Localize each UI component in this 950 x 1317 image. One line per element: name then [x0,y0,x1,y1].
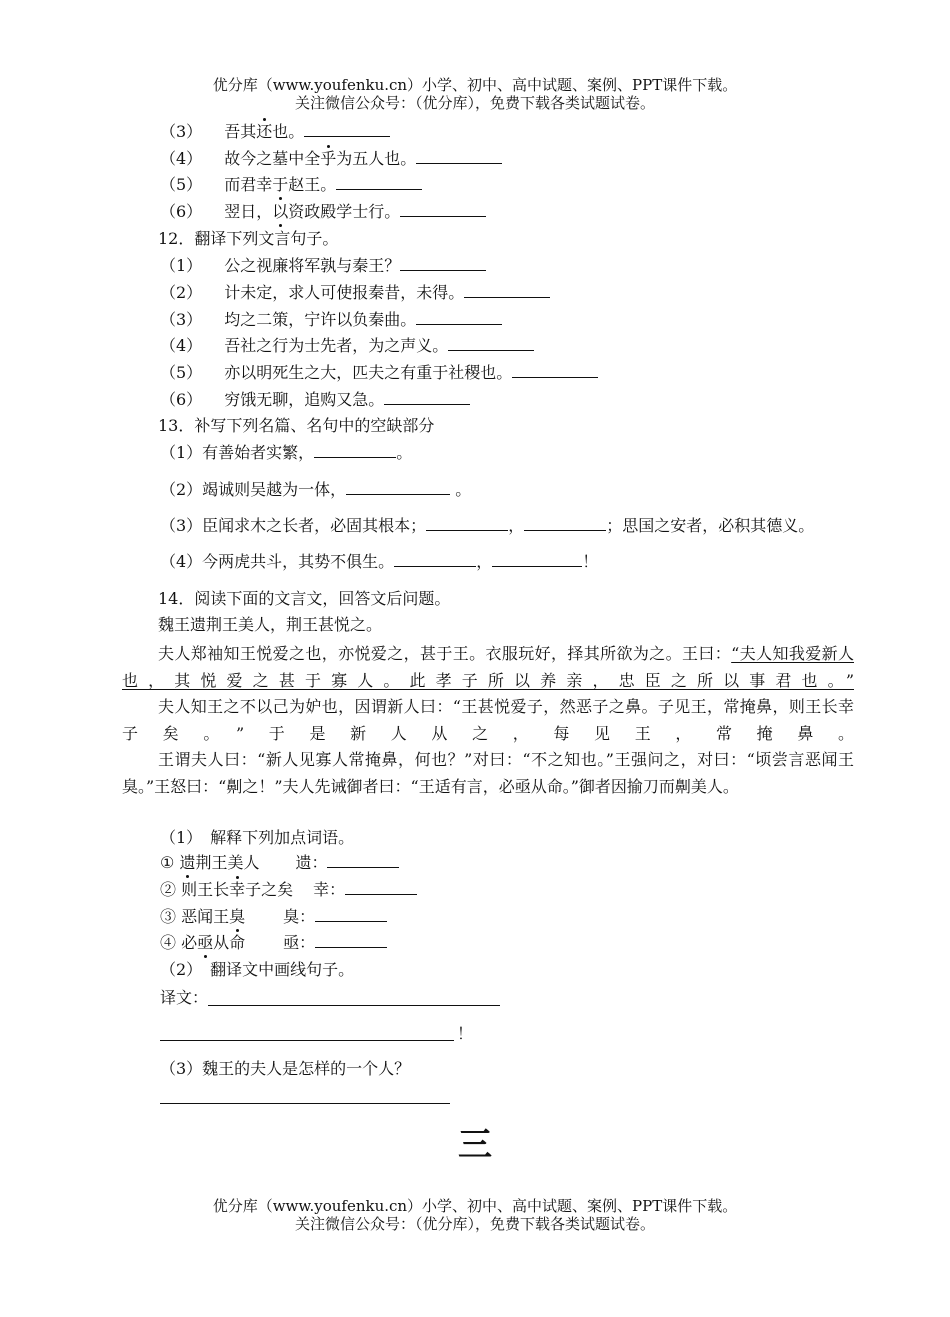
dotted-char: 幸 [229,880,246,899]
word-item-4: ④ 必亟从命 亟： [160,932,387,954]
answer-blank[interactable] [492,551,582,567]
dotted-char: 以 [272,202,289,221]
underlined-sentence: “夫人知我爱新人也，其悦爱之甚于寡人。此孝子所以养亲，忠臣之所以事君也。” [122,644,854,690]
q14-sub-3: （3）魏王的夫人是怎样的一个人？ [160,1059,411,1078]
word-item-1: ① 遗荆王美人 遗： [160,852,399,874]
passage-para-4: 王谓夫人曰：“新人见寡人常掩鼻，何也？”对曰：“不之知也。”王强问之，对曰：“顷尝言恶闻王臭。”王怒曰：“劓之！”夫人先诫御者曰：“王适有言，必亟从命。”御者因揄刀而劓美人。 [122,750,854,796]
answer-blank[interactable] [314,442,396,458]
q14-sub-1: （1） 解释下列加点词语。 [160,828,355,847]
q13-title: 13．补写下列名篇、名句中的空缺部分 [158,416,435,435]
q13-line-2: （2）竭诚则吴越为一体， 。 [160,480,472,499]
q11-item-6: （6） 翌日，以资政殿学士行。 [160,201,486,223]
footer-line-2: 关注微信公众号：（优分库），免费下载各类试题试卷。 [294,1215,655,1233]
answer-blank[interactable] [315,932,387,948]
answer-blank[interactable] [304,121,390,137]
passage-para-1: 魏王遗荆王美人，荆王甚悦之。 [158,615,383,634]
q12-item-6: （6） 穷饿无聊，追购又急。 [160,389,470,411]
translation-label: 译文： [160,988,209,1007]
q11-item-4: （4） 故今之墓中全乎为五人也。 [160,148,502,170]
dotted-char: 乎 [320,149,337,168]
q12-item-5: （5） 亦以明死生之大，匹夫之有重于社稷也。 [160,362,598,384]
dotted-char: 于 [272,175,289,194]
answer-blank[interactable] [394,551,476,567]
dotted-char: 还 [256,122,273,141]
answer-blank[interactable] [346,479,450,495]
answer-blank[interactable] [384,389,470,405]
answer-blank[interactable] [345,879,417,895]
word-item-2: ② 则王长幸子之矣 幸： [160,879,417,901]
q11-item-5: （5） 而君幸于赵王。 [160,174,422,196]
passage-para-2: 夫人郑袖知王悦爱之也，亦悦爱之，甚于王。衣服玩好，择其所欲为之。王曰：“夫人知我爱新人也，其悦爱之甚于寡人。此孝子所以养亲，忠臣之所以事君也。” [122,644,854,690]
q12-item-4: （4） 吾社之行为士先者，为之声义。 [160,335,534,357]
q14-title: 14．阅读下面的文言文，回答文后问题。 [158,589,451,608]
answer-blank[interactable] [512,362,598,378]
answer-blank[interactable] [336,174,422,190]
answer-blank[interactable] [464,282,550,298]
answer-blank[interactable] [400,255,486,271]
q12-item-1: （1） 公之视廉将军孰与秦王？ [160,255,486,277]
answer-blank[interactable] [524,515,606,531]
q14-sub-2: （2） 翻译文中画线句子。 [160,960,355,979]
q12-item-3: （3） 均之二策，宁许以负秦曲。 [160,309,502,331]
q13-line-1: （1）有善始者实繁， 。 [160,443,413,462]
footer-line-1: 优分库（www.youfenku.cn）小学、初中、高中试题、案例、PPT课件下载。 [212,1197,738,1215]
q13-line-3: （3）臣闻求木之长者，必固其根本； ， ；思国之安者，必积其德义。 [160,516,815,535]
header-line-1: 优分库（www.youfenku.cn）小学、初中、高中试题、案例、PPT课件下载。 [212,76,738,94]
q11-item-3: （3） 吾其还也。 [160,121,390,143]
q13-line-4: （4）今两虎共斗，其势不俱生。 ， ！ [160,552,599,571]
answer-blank[interactable] [416,148,502,164]
q12-item-2: （2） 计未定，求人可使报秦昔，未得。 [160,282,550,304]
word-item-3: ③ 恶闻王臭 臭： [160,906,387,928]
translation-line-1[interactable] [208,1005,500,1006]
q12-title: 12．翻译下列文言句子。 [158,229,339,248]
dotted-char: 亟 [197,933,214,952]
dotted-char: 臭 [229,907,246,926]
section-numeral: 三 [458,1125,492,1165]
answer-blank[interactable] [416,309,502,325]
answer-blank[interactable] [315,906,387,922]
answer-blank[interactable] [426,515,508,531]
dotted-char: 遗 [179,853,196,872]
answer-blank[interactable] [448,335,534,351]
translation-end-mark: ！ [457,1024,474,1043]
header-line-2: 关注微信公众号：（优分库），免费下载各类试题试卷。 [294,94,655,112]
translation-line-2[interactable] [160,1040,454,1041]
passage-para-3: 夫人知王之不以己为妒也，因谓新人曰：“王甚悦爱子，然恶子之鼻。子见王，常掩鼻，则王长幸子矣。”于是新人从之，每见王，常掩鼻。 [122,697,854,743]
answer-blank[interactable] [327,852,399,868]
answer-line-3[interactable] [160,1103,450,1104]
answer-blank[interactable] [400,201,486,217]
